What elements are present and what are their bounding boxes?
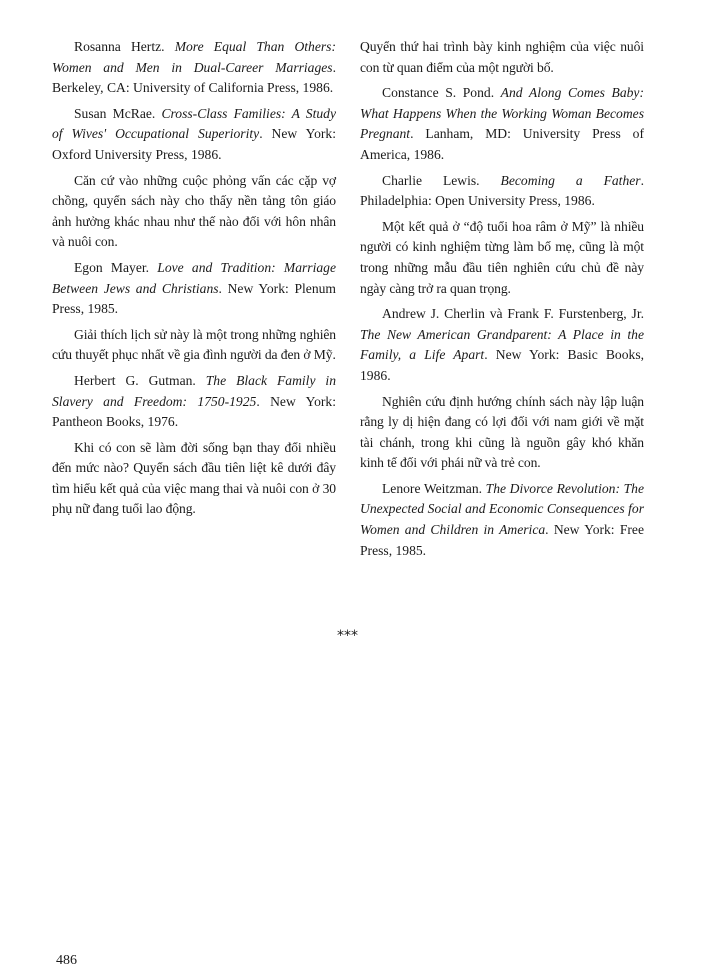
reference-entry: Lenore Weitzman. The Divorce Revolution: The Unexpected Social and Economic Consequences for Women and Children in America. New York: Free Press, 1985. bbox=[360, 480, 644, 558]
annotation-paragraph: Nghiên cứu định hướng chính sách này lập luận rằng ly dị hiện đang có lợi đối với nam giới về mặt tài chánh, trong khi cũng là nguồn gây khó khăn kinh tế đối với phái nữ và trẻ con. bbox=[360, 393, 644, 471]
book-title: Cross-Class Families: A Study of Wives' Occupational Superiority bbox=[52, 105, 336, 142]
reference-entry: Constance S. Pond. And Along Comes Baby: What Happens When the Working Woman Becomes Pregnant. Lanham, MD: University Press of America, 1986. bbox=[360, 85, 644, 162]
annotation-paragraph: Giải thích lịch sử này là một trong những nghiên cứu thuyết phục nhất về gia đình người da đen ở Mỹ. bbox=[52, 326, 336, 363]
page-number: 486 bbox=[56, 953, 77, 968]
book-title: And Along Comes Baby: What Happens When the Working Woman Becomes Pregnant bbox=[360, 85, 644, 142]
annotation-paragraph: Căn cứ vào những cuộc phỏng vấn các cặp vợ chồng, quyển sách này cho thấy nền tảng tôn giáo ảnh hưởng khác nhau như thế nào đối với hôn nhân và nuôi con. bbox=[52, 172, 336, 250]
reference-entry: Andrew J. Cherlin và Frank F. Furstenberg, Jr. The New American Grandparent: A Place in the Family, a Life Apart. New York: Basic Books, 1986. bbox=[360, 306, 645, 383]
annotation-paragraph: Một kết quả ở “độ tuổi hoa râm ở Mỹ” là nhiều người có kinh nghiệm từng làm bố mẹ, cũng là một trong những mẫu đầu tiên nghiên cứu chủ đề này ngày càng trở ra quan trọng. bbox=[360, 218, 644, 296]
book-title: The Divorce Revolution: The Unexpected Social and Economic Consequences for Women and Children in America bbox=[360, 480, 644, 538]
annotation-paragraph: Quyển thứ hai trình bày kinh nghiệm của việc nuôi con từ quan điểm của một người bố. bbox=[360, 39, 644, 75]
reference-entry: Susan McRae. Cross-Class Families: A Study of Wives' Occupational Superiority. New York: Oxford University Press, 1986. bbox=[52, 105, 336, 162]
book-title: Love and Tradition: Marriage Between Jews and Christians bbox=[52, 259, 336, 296]
reference-entry: Charlie Lewis. Becoming a Father. Philadelphia: Open University Press, 1986. bbox=[360, 172, 644, 209]
book-title: The New American Grandparent: A Place in the Family, a Life Apart bbox=[360, 326, 644, 363]
reference-entry: Rosanna Hertz. More Equal Than Others: Women and Men in Dual-Career Marriages. Berkeley, CA: University of California Press, 1986. bbox=[52, 39, 336, 96]
annotation-paragraph: Khi có con sẽ làm đời sống bạn thay đổi nhiều đến mức nào? Quyển sách đầu tiên liệt kê dưới đây tìm hiểu kết quả của việc mang thai và nuôi con ở 30 phụ nữ đang tuổi lao động. bbox=[52, 439, 336, 517]
right-column bbox=[360, 37, 644, 566]
reference-entry: Herbert G. Gutman. The Black Family in Slavery and Freedom: 1750-1925. New York: Pantheon Books, 1976. bbox=[52, 372, 336, 430]
section-separator: *** bbox=[337, 628, 358, 644]
left-column bbox=[52, 37, 336, 525]
book-title: The Black Family in Slavery and Freedom: 1750-1925 bbox=[52, 372, 336, 409]
book-title: Becoming a Father bbox=[500, 172, 641, 188]
reference-entry: Egon Mayer. Love and Tradition: Marriage Between Jews and Christians. New York: Plenum Press, 1985. bbox=[52, 259, 336, 317]
book-title: More Equal Than Others: Women and Men in Dual-Career Marriages bbox=[52, 39, 336, 75]
